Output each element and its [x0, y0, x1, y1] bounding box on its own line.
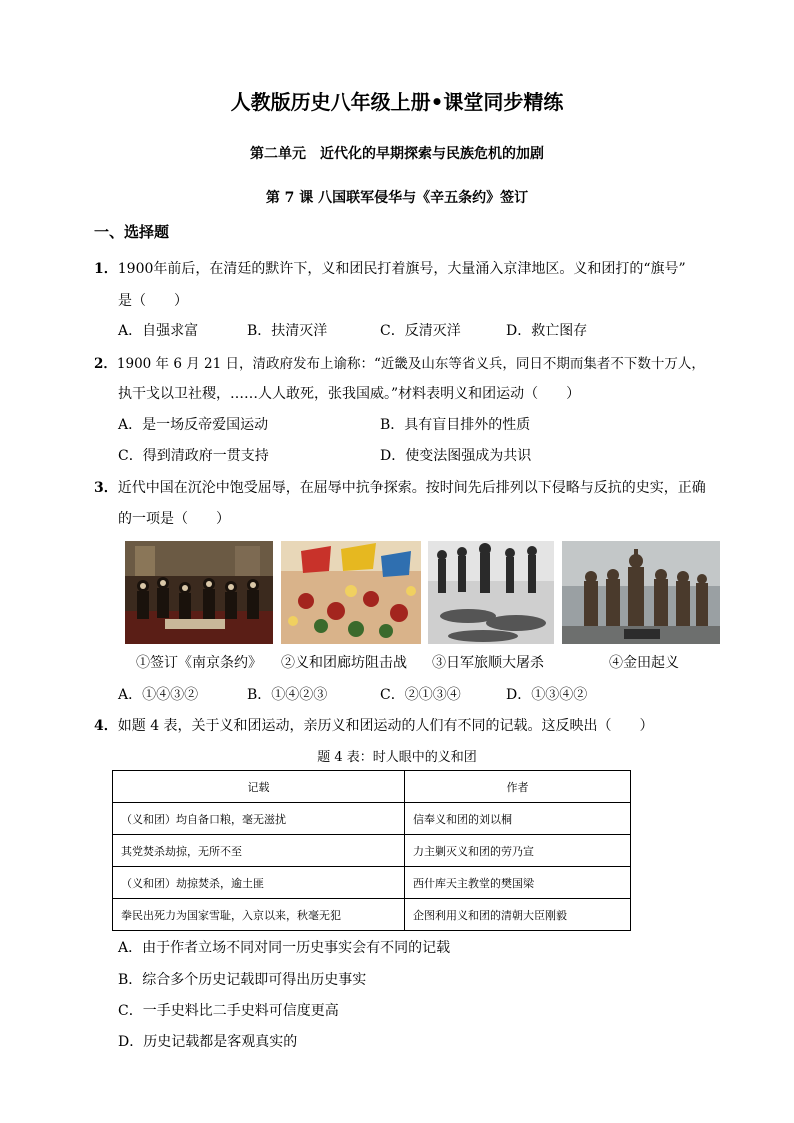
question-1-line1: 1．1900年前后，在清廷的默许下，义和团民打着旗号，大量涌入京津地区。义和团打的“旗号” [94, 261, 686, 277]
question-3-line2: 的一项是（ ） [118, 511, 230, 527]
question-1-option-b[interactable]: B．扶清灭洋 [247, 323, 328, 339]
question-4-line1: 4．如题 4 表，关于义和团运动，亲历义和团运动的人们有不同的记载。这反映出（ ） [94, 718, 654, 734]
document-title: 人教版历史八年级上册•课堂同步精练 [230, 90, 564, 114]
table-cell-record: （义和团）均自备口粮，毫无滋扰 [113, 803, 405, 835]
question-4-option-a[interactable]: A．由于作者立场不同对同一历史事实会有不同的记载 [118, 940, 451, 956]
question-1-option-a[interactable]: A．自强求富 [118, 323, 199, 339]
question-3-line1: 3．近代中国在沉沦中饱受屈辱，在屈辱中抗争探索。按时间先后排列以下侵略与反抗的史实，正确 [94, 480, 706, 496]
image-caption-3: ③日军旅顺大屠杀 [432, 655, 544, 671]
question-2-line1: 2．1900 年 6 月 21 日，清政府发布上谕称：“近畿及山东等省义兵，同日不期而集者不下数十万人， [94, 356, 705, 372]
jintian-uprising-image [562, 541, 720, 644]
image-caption-1: ①签订《南京条约》 [136, 655, 262, 671]
table-cell-record: （义和团）劫掠焚杀，逾土匪 [113, 867, 405, 899]
table-caption: 题 4 表：时人眼中的义和团 [317, 750, 477, 765]
langfang-battle-image [281, 541, 421, 644]
question-4-number: 4． [94, 718, 118, 734]
question-2-line2: 执干戈以卫社稷，……人人敢死，张我国威。”材料表明义和团运动（ ） [118, 386, 581, 402]
question-3-option-a[interactable]: A．①④③② [118, 687, 199, 703]
image-caption-2: ②义和团廊坊阻击战 [281, 655, 407, 671]
lesson-heading: 第 7 课 八国联军侵华与《辛五条约》签订 [265, 190, 529, 206]
question-3-option-c[interactable]: C．②①③④ [380, 687, 461, 703]
question-2-option-c[interactable]: C．得到清政府一贯支持 [118, 448, 269, 464]
section-heading: 一、选择题 [94, 223, 170, 241]
question-3-number: 3． [94, 480, 118, 496]
question-2-number: 2． [94, 356, 117, 372]
treaty-signing-image [125, 541, 273, 644]
table-row [113, 803, 631, 835]
table-header-record: 记载 [113, 771, 405, 803]
table-header-author: 作者 [405, 771, 631, 803]
table-row [113, 867, 631, 899]
table-cell-author: 力主剿灭义和团的劳乃宣 [405, 835, 631, 867]
records-table [112, 770, 631, 931]
question-1-number: 1． [94, 261, 118, 277]
question-3-option-b[interactable]: B．①④②③ [247, 687, 328, 703]
table-cell-record: 其党焚杀劫掠，无所不至 [113, 835, 405, 867]
question-2-option-a[interactable]: A．是一场反帝爱国运动 [118, 417, 269, 433]
table-row [113, 835, 631, 867]
unit-heading: 第二单元 近代化的早期探索与民族危机的加剧 [250, 146, 544, 162]
question-1-line2: 是（ ） [118, 293, 188, 309]
question-1-option-d[interactable]: D．救亡图存 [506, 323, 588, 339]
question-4-option-d[interactable]: D．历史记载都是客观真实的 [118, 1034, 298, 1050]
table-cell-author: 信奉义和团的刘以桐 [405, 803, 631, 835]
question-4-option-b[interactable]: B．综合多个历史记载即可得出历史事实 [118, 972, 367, 988]
table-row [113, 899, 631, 931]
image-caption-4: ④金田起义 [609, 655, 679, 671]
question-4-option-c[interactable]: C．一手史料比二手史料可信度更高 [118, 1003, 339, 1019]
question-2-option-d[interactable]: D．使变法图强成为共识 [380, 448, 532, 464]
table-cell-record: 拳民出死力为国家雪耻，入京以来，秋毫无犯 [113, 899, 405, 931]
question-2-option-b[interactable]: B．具有盲目排外的性质 [380, 417, 531, 433]
table-cell-author: 西什库天主教堂的樊国梁 [405, 867, 631, 899]
table-header-row [113, 771, 631, 803]
question-1-option-c[interactable]: C．反清灭洋 [380, 323, 461, 339]
question-3-option-d[interactable]: D．①③④② [506, 687, 588, 703]
table-cell-author: 企图利用义和团的清朝大臣刚毅 [405, 899, 631, 931]
lushun-massacre-image [428, 541, 554, 644]
